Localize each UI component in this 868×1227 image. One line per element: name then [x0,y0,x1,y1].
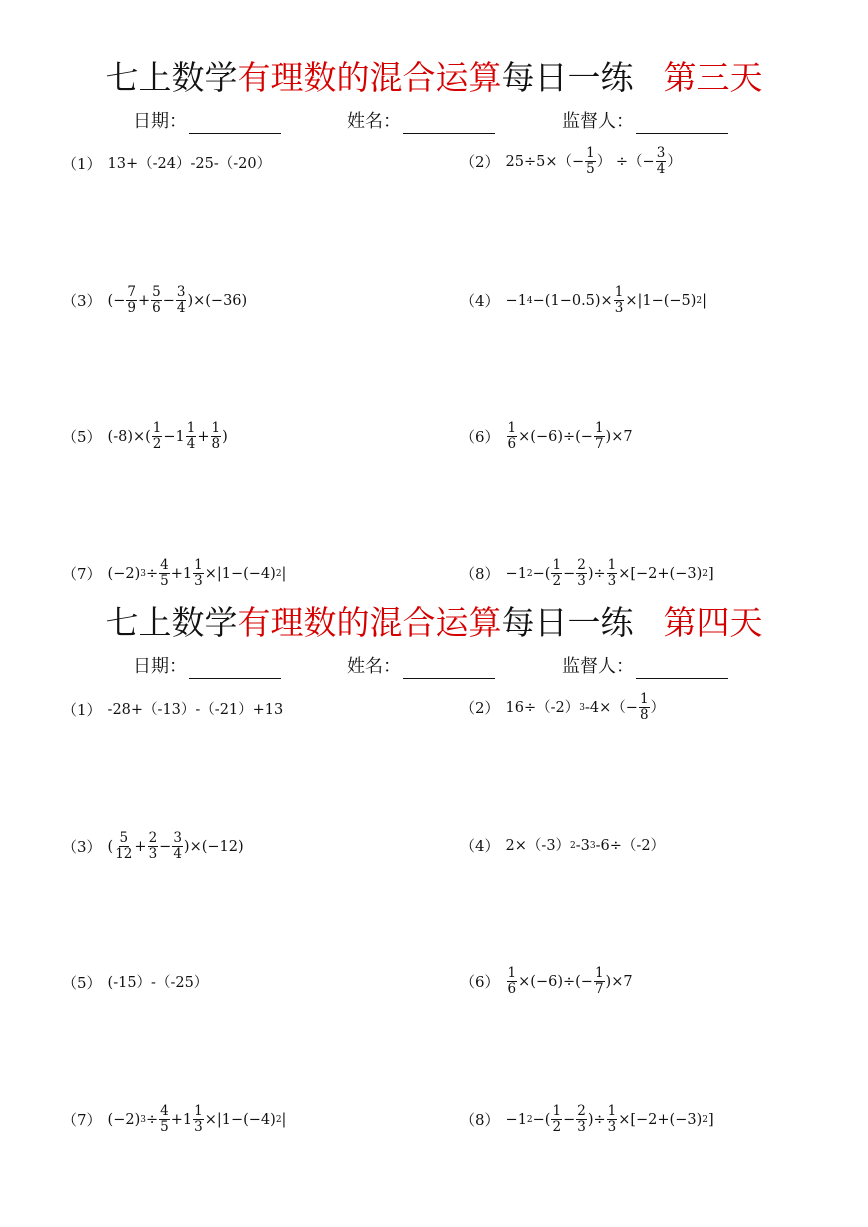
numerator: 1 [552,557,562,573]
title-part: 每日一练 [501,58,634,97]
expr-text: ×(−6)÷(− [518,973,593,990]
expr-text: ÷ [145,565,159,582]
problem-expression [108,421,228,452]
worksheet-title-day3 [0,58,868,98]
fraction [114,831,133,862]
problem-number: （2） [460,152,500,171]
problem-expression: (−2) 3 ÷ $\frac{4}{5}$ +1 $\frac{1}{3}$ ×|1−(−4) 2 | [107,1103,287,1135]
expr-text: ） [650,699,666,716]
problem-2 [460,692,665,723]
numerator: 2 [577,557,586,573]
expr-text: | [702,292,708,309]
denominator: 6 [152,300,161,316]
numerator: 2 [148,830,158,846]
expr-text: − [159,838,172,855]
fraction [211,421,222,452]
name-blank[interactable] [403,660,495,679]
expr-text: +1 [170,1111,193,1128]
problem-expression: 13+（-24）-25-（-20） [107,156,272,172]
problem-8 [460,1104,714,1135]
problem-number: （5） [62,974,102,992]
expr-text: −1 [163,428,185,445]
problem-expression [108,285,248,316]
problem-number: （1） [62,155,102,173]
fraction [607,558,618,589]
denominator: 2 [152,436,162,452]
problem-expression: −1 2 −( $\frac{1}{2}$ − $\frac{2}{3}$ )÷ $\frac{1}{3}$ ×[−2+(−3) 2 ] [505,1103,714,1135]
problem-3 [62,285,247,316]
fraction [176,285,187,316]
worksheet-title-day4 [0,603,868,643]
problem-expression [506,966,633,997]
fraction [551,558,562,589]
denominator: 2 [552,1119,562,1135]
problem-number: （3） [62,837,102,856]
denominator: 4 [176,300,186,316]
problem-7 [62,558,286,589]
expr-text: (-8)×( [107,428,151,445]
problem-number: （2） [460,698,500,717]
expr-text: (−2) [107,565,141,582]
numerator: 1 [507,420,517,436]
problem-4 [460,285,707,316]
expr-text: − [563,1111,576,1128]
denominator: 4 [186,436,196,452]
denominator: 3 [607,573,617,589]
fraction [607,1104,618,1135]
denominator: 6 [507,436,517,452]
supervisor-field [562,655,728,679]
date-label: 日期： [133,111,187,132]
numerator: 1 [552,1103,562,1119]
fraction [614,285,625,316]
expr-text: +1 [170,565,193,582]
expr-text: ×|1−(−5) [625,292,697,309]
problem-number: （6） [460,427,500,446]
fraction [551,1104,562,1135]
problem-number: （4） [460,291,500,310]
numerator: 1 [194,1103,203,1119]
fraction [126,285,137,316]
title-topic: 有理数的混合运算 [237,603,502,642]
problem-number: （5） [62,427,102,446]
expr-text: ) [222,428,228,445]
denominator: 8 [211,436,221,452]
problem-number: （6） [460,972,500,991]
expr-text: )÷ [587,1111,606,1128]
date-blank[interactable] [189,660,281,679]
numerator: 1 [607,1103,617,1119]
problem-3 [62,831,244,862]
denominator: 5 [160,1119,169,1135]
expr-text: − [162,292,175,309]
expr-text: -4×（− [585,699,638,716]
expr-text: (− [107,292,126,309]
fraction [639,692,650,723]
fraction [151,285,162,316]
expr-text: ( [107,838,114,855]
expr-text: ] [707,565,714,582]
denominator: 4 [173,846,182,862]
expr-text: −( [532,565,551,582]
problem-7 [62,1104,286,1135]
numerator: 1 [507,965,517,981]
problem-8 [460,558,714,589]
fraction [594,966,605,997]
fraction [507,421,518,452]
supervisor-label: 监督人： [562,656,634,677]
numerator: 1 [607,557,617,573]
numerator: 1 [614,284,624,300]
expr-text: ×|1−(−4) [204,565,276,582]
problem-expression: −1 2 −( $\frac{1}{2}$ − $\frac{2}{3}$ )÷ $\frac{1}{3}$ ×[−2+(−3) 2 ] [505,557,714,589]
fraction [172,831,183,862]
denominator: 6 [507,981,517,997]
expr-text: | [281,565,287,582]
expr-text: ×(−6)÷(− [518,428,593,445]
name-label: 姓名： [347,656,401,677]
problem-number: （7） [62,1110,102,1129]
expr-text: (−2) [107,1111,141,1128]
expr-text: ×[−2+(−3) [618,565,703,582]
fraction [159,1104,170,1135]
denominator: 7 [594,981,604,997]
expr-text: ] [707,1111,714,1128]
expr-text: + [134,838,147,855]
denominator: 5 [160,573,169,589]
denominator: 5 [586,161,595,177]
problem-number: （3） [62,291,102,310]
expr-text: − [563,565,576,582]
expr-text: 2×（-3） [505,838,571,854]
expr-text: )×(−12) [183,838,244,855]
denominator: 3 [148,846,158,862]
supervisor-field [562,110,728,134]
numerator: 4 [160,557,169,573]
fraction [576,1104,587,1135]
expr-text: + [137,292,151,309]
numerator: 1 [594,420,604,436]
expr-text: )×7 [605,973,633,990]
denominator: 9 [127,300,136,316]
title-part: 七上数学 [105,603,238,642]
expr-text: )÷ [587,565,606,582]
problem-expression: (−2) 3 ÷ $\frac{4}{5}$ +1 $\frac{1}{3}$ ×|1−(−4) 2 | [107,557,287,589]
problem-2 [460,146,682,177]
expr-text: ） [667,153,682,170]
problem-number: （1） [62,701,102,719]
expr-text: −1 [505,1111,527,1128]
denominator: 4 [656,161,666,177]
denominator: 7 [594,436,604,452]
problem-expression: 2×（-3） 2 -3 3 -6÷（-2） [505,838,666,854]
numerator: 1 [186,420,196,436]
denominator: 3 [577,573,586,589]
problem-expression [506,421,633,452]
problem-expression [506,146,682,177]
fraction [193,558,204,589]
expr-text: ） ÷（− [596,153,655,170]
name-label: 姓名： [347,111,401,132]
problem-1 [62,154,271,174]
supervisor-blank[interactable] [636,660,728,679]
supervisor-blank[interactable] [636,115,728,134]
numerator: 1 [152,420,162,436]
fraction [594,421,605,452]
expr-text: 16÷（-2） [505,699,580,716]
expr-text: −( [532,1111,551,1128]
denominator: 3 [577,1119,586,1135]
problem-6 [460,966,633,997]
denominator: 2 [552,573,562,589]
numerator: 1 [194,557,203,573]
numerator: 3 [176,284,186,300]
expr-text: )×7 [605,428,633,445]
date-field [133,110,281,134]
numerator: 5 [152,284,161,300]
fraction [507,966,518,997]
problem-expression: 16÷（-2） 3 -4×（− $\frac{1}{8}$ ） [505,691,666,723]
problem-4 [460,836,665,856]
fraction [193,1104,204,1135]
expr-text: )×(−36) [187,292,248,309]
name-field [347,655,495,679]
title-part: 每日一练 [501,603,634,642]
denominator: 3 [607,1119,617,1135]
problem-expression: (-15）-（-25） [107,975,209,991]
numerator: 5 [119,830,129,846]
problem-number: （8） [460,564,500,583]
numerator: 1 [594,965,604,981]
supervisor-label: 监督人： [562,111,634,132]
numerator: 1 [586,145,595,161]
problem-5 [62,421,228,452]
fraction [148,831,159,862]
expr-text: ×|1−(−4) [204,1111,276,1128]
expr-text: | [281,1111,287,1128]
fraction [656,146,667,177]
expr-text: -3 [575,838,590,854]
title-day: 第三天 [663,58,763,97]
denominator: 8 [639,707,649,723]
problem-expression: -28+（-13）-（-21）+13 [107,702,284,718]
expr-text: ÷ [145,1111,159,1128]
name-field [347,110,495,134]
title-topic: 有理数的混合运算 [237,58,502,97]
denominator: 3 [614,300,624,316]
problem-5 [62,973,208,993]
numerator: 3 [173,830,182,846]
problem-expression [108,831,244,862]
numerator: 1 [211,420,221,436]
fraction [152,421,163,452]
expr-text: 25÷5×（− [505,153,585,170]
problem-1 [62,700,283,720]
expr-text: -6÷（-2） [595,838,666,854]
expr-text: −1 [505,565,527,582]
date-label: 日期： [133,656,187,677]
expr-text: + [197,428,210,445]
numerator: 7 [127,284,136,300]
problem-expression: −1 4 −(1−0.5)× $\frac{1}{3}$ ×|1−(−5) 2 | [505,284,708,316]
expr-text: −(1−0.5)× [532,292,613,309]
problem-number: （7） [62,564,102,583]
fraction [585,146,596,177]
denominator: 3 [194,1119,203,1135]
numerator: 4 [160,1103,169,1119]
problem-number: （4） [460,837,500,855]
denominator: 3 [194,573,203,589]
fraction [186,421,197,452]
numerator: 2 [577,1103,586,1119]
fraction [159,558,170,589]
expr-text: ×[−2+(−3) [618,1111,703,1128]
denominator: 12 [115,846,133,862]
numerator: 1 [639,691,649,707]
fraction [576,558,587,589]
problem-6 [460,421,633,452]
name-blank[interactable] [403,115,495,134]
date-blank[interactable] [189,115,281,134]
date-field [133,655,281,679]
title-part: 七上数学 [105,58,238,97]
expr-text: −1 [505,292,527,309]
numerator: 3 [656,145,666,161]
problem-number: （8） [460,1110,500,1129]
title-day: 第四天 [663,603,763,642]
